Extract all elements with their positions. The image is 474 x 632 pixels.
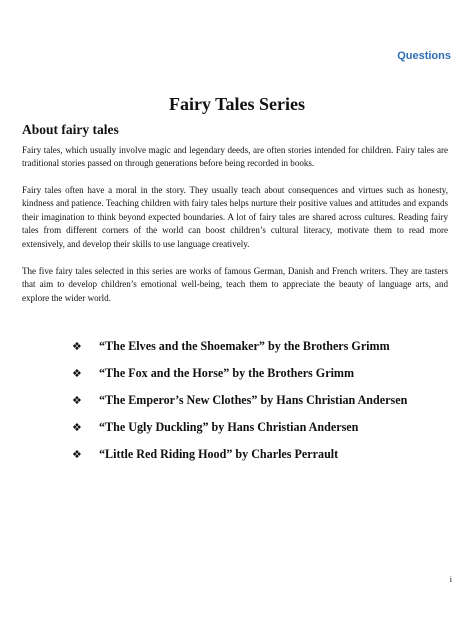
list-item xyxy=(72,364,462,391)
page-title: Fairy Tales Series xyxy=(169,94,305,114)
diamond-bullet-icon: ❖ xyxy=(72,421,82,434)
list-item xyxy=(72,445,462,472)
tale-title: “The Elves and the Shoemaker” by the Brothers Grimm xyxy=(99,339,390,353)
tale-title: “The Ugly Duckling” by Hans Christian Andersen xyxy=(99,420,359,434)
paragraph-morals: Fairy tales often have a moral in the story. They usually teach about consequences and virtues such as honesty, kindness and patience. Teaching children with fairy tales helps nurture their positive values and attitudes and expands their imagination to think beyond expected boundaries. A lot of fairy tales are shared across cultures. Reading fairy tales from different corners of the world can boost children’s cultural literacy, motivate them to read more extensively, and develop their skills to use language creatively. xyxy=(22,185,448,249)
list-item xyxy=(72,337,462,364)
diamond-bullet-icon: ❖ xyxy=(72,340,82,353)
tale-title: “The Emperor’s New Clothes” by Hans Christian Andersen xyxy=(99,393,408,407)
diamond-bullet-icon: ❖ xyxy=(72,448,82,461)
list-item xyxy=(72,418,462,445)
tale-title: “The Fox and the Horse” by the Brothers Grimm xyxy=(99,366,355,380)
section-heading: About fairy tales xyxy=(22,122,119,137)
tale-title: “Little Red Riding Hood” by Charles Perrault xyxy=(99,447,339,461)
paragraph-series: The five fairy tales selected in this series are works of famous German, Danish and French writers. They are tasters that aim to develop children’s emotional well-being, teach them to appreciate the beauty of language arts, and explore the wider world. xyxy=(22,266,448,303)
questions-link[interactable]: Questions xyxy=(397,50,451,62)
diamond-bullet-icon: ❖ xyxy=(72,367,82,380)
list-item xyxy=(72,391,462,418)
page-number: i xyxy=(449,575,452,584)
paragraph-intro: Fairy tales, which usually involve magic and legendary deeds, are often stories intended for children. Fairy tales are traditional stories passed on through generations before being recorded in books. xyxy=(22,145,448,169)
diamond-bullet-icon: ❖ xyxy=(72,394,82,407)
tale-list xyxy=(72,337,462,472)
